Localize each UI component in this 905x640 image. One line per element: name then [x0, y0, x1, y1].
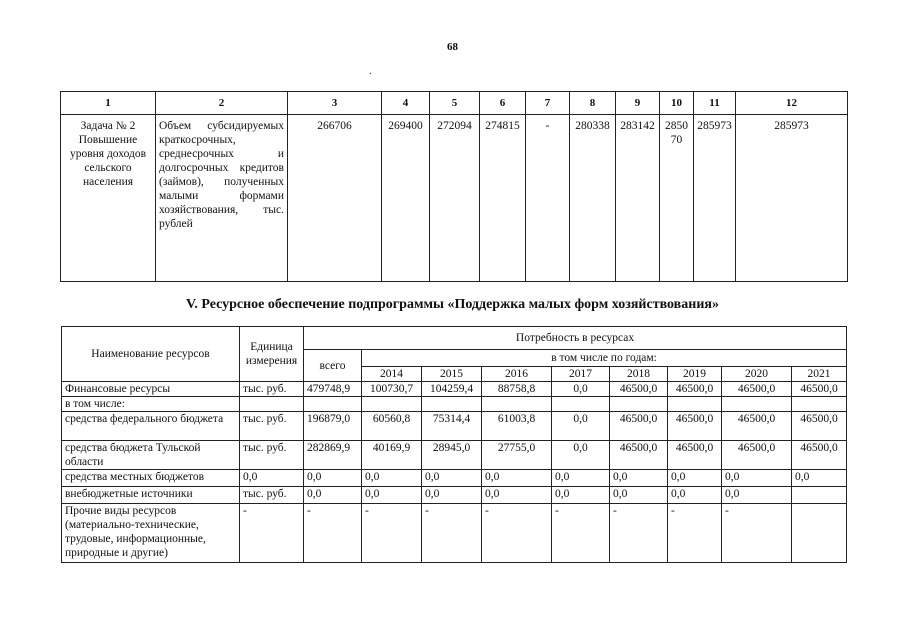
year-value-cell: 0,0	[668, 470, 722, 487]
year-value-cell: 46500,0	[668, 382, 722, 397]
year-header: 2017	[552, 367, 610, 382]
indicators-table	[60, 91, 848, 282]
unit-cell: тыс. руб.	[240, 487, 304, 504]
year-header: 2019	[668, 367, 722, 382]
task-row	[61, 115, 848, 282]
col-header: 11	[694, 92, 736, 115]
col-need: Потребность в ресурсах	[304, 327, 847, 350]
year-value-cell: 46500,0	[792, 441, 847, 470]
year-value-cell: 27755,0	[482, 441, 552, 470]
year-value-cell: 46500,0	[668, 441, 722, 470]
year-value-cell: 0,0	[362, 487, 422, 504]
year-value-cell	[552, 397, 610, 412]
resource-row	[62, 441, 847, 470]
year-value-cell: -	[552, 504, 610, 563]
resource-row	[62, 412, 847, 441]
year-value-cell: 0,0	[722, 470, 792, 487]
dot-mark: .	[369, 66, 372, 77]
year-value-cell: 0,0	[722, 487, 792, 504]
year-value-cell: 46500,0	[668, 412, 722, 441]
year-value-cell: 0,0	[610, 470, 668, 487]
year-value-cell: 46500,0	[792, 382, 847, 397]
year-value-cell: -	[610, 504, 668, 563]
unit-cell: тыс. руб.	[240, 412, 304, 441]
year-header: 2021	[792, 367, 847, 382]
year-value-cell	[722, 397, 792, 412]
total-cell: 0,0	[304, 487, 362, 504]
year-value-cell: 0,0	[792, 470, 847, 487]
year-value-cell: 46500,0	[722, 382, 792, 397]
total-cell	[304, 397, 362, 412]
unit-cell: тыс. руб.	[240, 382, 304, 397]
resources-header-row	[62, 327, 847, 350]
total-cell: 0,0	[304, 470, 362, 487]
year-value-cell: 0,0	[482, 487, 552, 504]
value-cell: 269400	[382, 115, 430, 282]
year-value-cell: 0,0	[610, 487, 668, 504]
col-header: 12	[736, 92, 848, 115]
value-cell: 283142	[616, 115, 660, 282]
year-value-cell: 46500,0	[722, 441, 792, 470]
year-value-cell	[362, 397, 422, 412]
year-header: 2020	[722, 367, 792, 382]
resource-name-cell: средства федерального бюджета	[62, 412, 240, 441]
resource-name-cell: Прочие виды ресурсов (материально-технические, трудовые, информационные, природные и другие)	[62, 504, 240, 563]
resource-row	[62, 397, 847, 412]
year-value-cell: 46500,0	[610, 441, 668, 470]
col-header: 8	[570, 92, 616, 115]
year-value-cell: 0,0	[552, 487, 610, 504]
col-header: 5	[430, 92, 480, 115]
year-value-cell: 46500,0	[722, 412, 792, 441]
year-value-cell	[792, 504, 847, 563]
resource-row	[62, 470, 847, 487]
col-resource-name: Наименование ресурсов	[62, 327, 240, 382]
year-header: 2016	[482, 367, 552, 382]
col-header: 9	[616, 92, 660, 115]
year-value-cell: 0,0	[552, 382, 610, 397]
value-cell: 285973	[694, 115, 736, 282]
year-value-cell: 28945,0	[422, 441, 482, 470]
col-total: всего	[304, 350, 362, 382]
col-header: 7	[526, 92, 570, 115]
resource-name-cell: Финансовые ресурсы	[62, 382, 240, 397]
year-value-cell: 0,0	[422, 487, 482, 504]
year-value-cell: -	[668, 504, 722, 563]
year-value-cell: 46500,0	[610, 382, 668, 397]
col-header: 1	[61, 92, 156, 115]
year-value-cell: -	[722, 504, 792, 563]
resources-table	[61, 326, 847, 563]
year-value-cell: -	[482, 504, 552, 563]
value-cell: 285973	[736, 115, 848, 282]
year-value-cell: 0,0	[552, 412, 610, 441]
col-header: 6	[480, 92, 526, 115]
year-value-cell: 0,0	[482, 470, 552, 487]
value-cell: 272094	[430, 115, 480, 282]
col-header: 4	[382, 92, 430, 115]
value-cell: 266706	[288, 115, 382, 282]
value-cell: -	[526, 115, 570, 282]
total-cell: 479748,9	[304, 382, 362, 397]
year-value-cell	[610, 397, 668, 412]
year-value-cell	[668, 397, 722, 412]
resource-row	[62, 487, 847, 504]
year-header: 2014	[362, 367, 422, 382]
year-value-cell	[482, 397, 552, 412]
year-header: 2015	[422, 367, 482, 382]
year-value-cell: 0,0	[362, 470, 422, 487]
total-cell: -	[304, 504, 362, 563]
total-cell: 196879,0	[304, 412, 362, 441]
resource-name-cell: средства бюджета Тульской области	[62, 441, 240, 470]
value-cell: 2850 70	[660, 115, 694, 282]
col-header: 3	[288, 92, 382, 115]
resource-row	[62, 382, 847, 397]
indicators-header-row	[61, 92, 848, 115]
year-value-cell: 0,0	[552, 470, 610, 487]
year-value-cell: 0,0	[552, 441, 610, 470]
year-value-cell	[792, 397, 847, 412]
col-header: 2	[156, 92, 288, 115]
col-unit: Единица измерения	[240, 327, 304, 382]
unit-cell: тыс. руб.	[240, 441, 304, 470]
unit-cell	[240, 397, 304, 412]
year-value-cell: -	[362, 504, 422, 563]
year-value-cell: 0,0	[668, 487, 722, 504]
section-title: V. Ресурсное обеспечение подпрограммы «Поддержка малых форм хозяйствования»	[186, 297, 719, 312]
resource-name-cell: внебюджетные источники	[62, 487, 240, 504]
col-header: 10	[660, 92, 694, 115]
col-by-years: в том числе по годам:	[362, 350, 847, 367]
unit-cell: -	[240, 504, 304, 563]
year-value-cell: 40169,9	[362, 441, 422, 470]
page-number: 68	[447, 41, 458, 53]
resource-name-cell: в том числе:	[62, 397, 240, 412]
year-value-cell: 46500,0	[610, 412, 668, 441]
task-cell: Задача № 2 Повышение уровня доходов сельского населения	[61, 115, 156, 282]
unit-cell: 0,0	[240, 470, 304, 487]
year-value-cell: 60560,8	[362, 412, 422, 441]
year-value-cell: 100730,7	[362, 382, 422, 397]
year-value-cell: -	[422, 504, 482, 563]
value-cell: 274815	[480, 115, 526, 282]
year-value-cell: 104259,4	[422, 382, 482, 397]
year-value-cell: 88758,8	[482, 382, 552, 397]
indicator-cell: Объем субсидируемых краткосрочных, среднесрочных и долгосрочных кредитов (займов), полученных малыми формами хозяйствования, тыс. рублей	[156, 115, 288, 282]
total-cell: 282869,9	[304, 441, 362, 470]
year-value-cell: 75314,4	[422, 412, 482, 441]
year-value-cell: 61003,8	[482, 412, 552, 441]
value-cell: 280338	[570, 115, 616, 282]
year-value-cell: 0,0	[422, 470, 482, 487]
year-value-cell	[422, 397, 482, 412]
resource-row	[62, 504, 847, 563]
resource-name-cell: средства местных бюджетов	[62, 470, 240, 487]
year-value-cell	[792, 487, 847, 504]
year-value-cell: 46500,0	[792, 412, 847, 441]
year-header: 2018	[610, 367, 668, 382]
